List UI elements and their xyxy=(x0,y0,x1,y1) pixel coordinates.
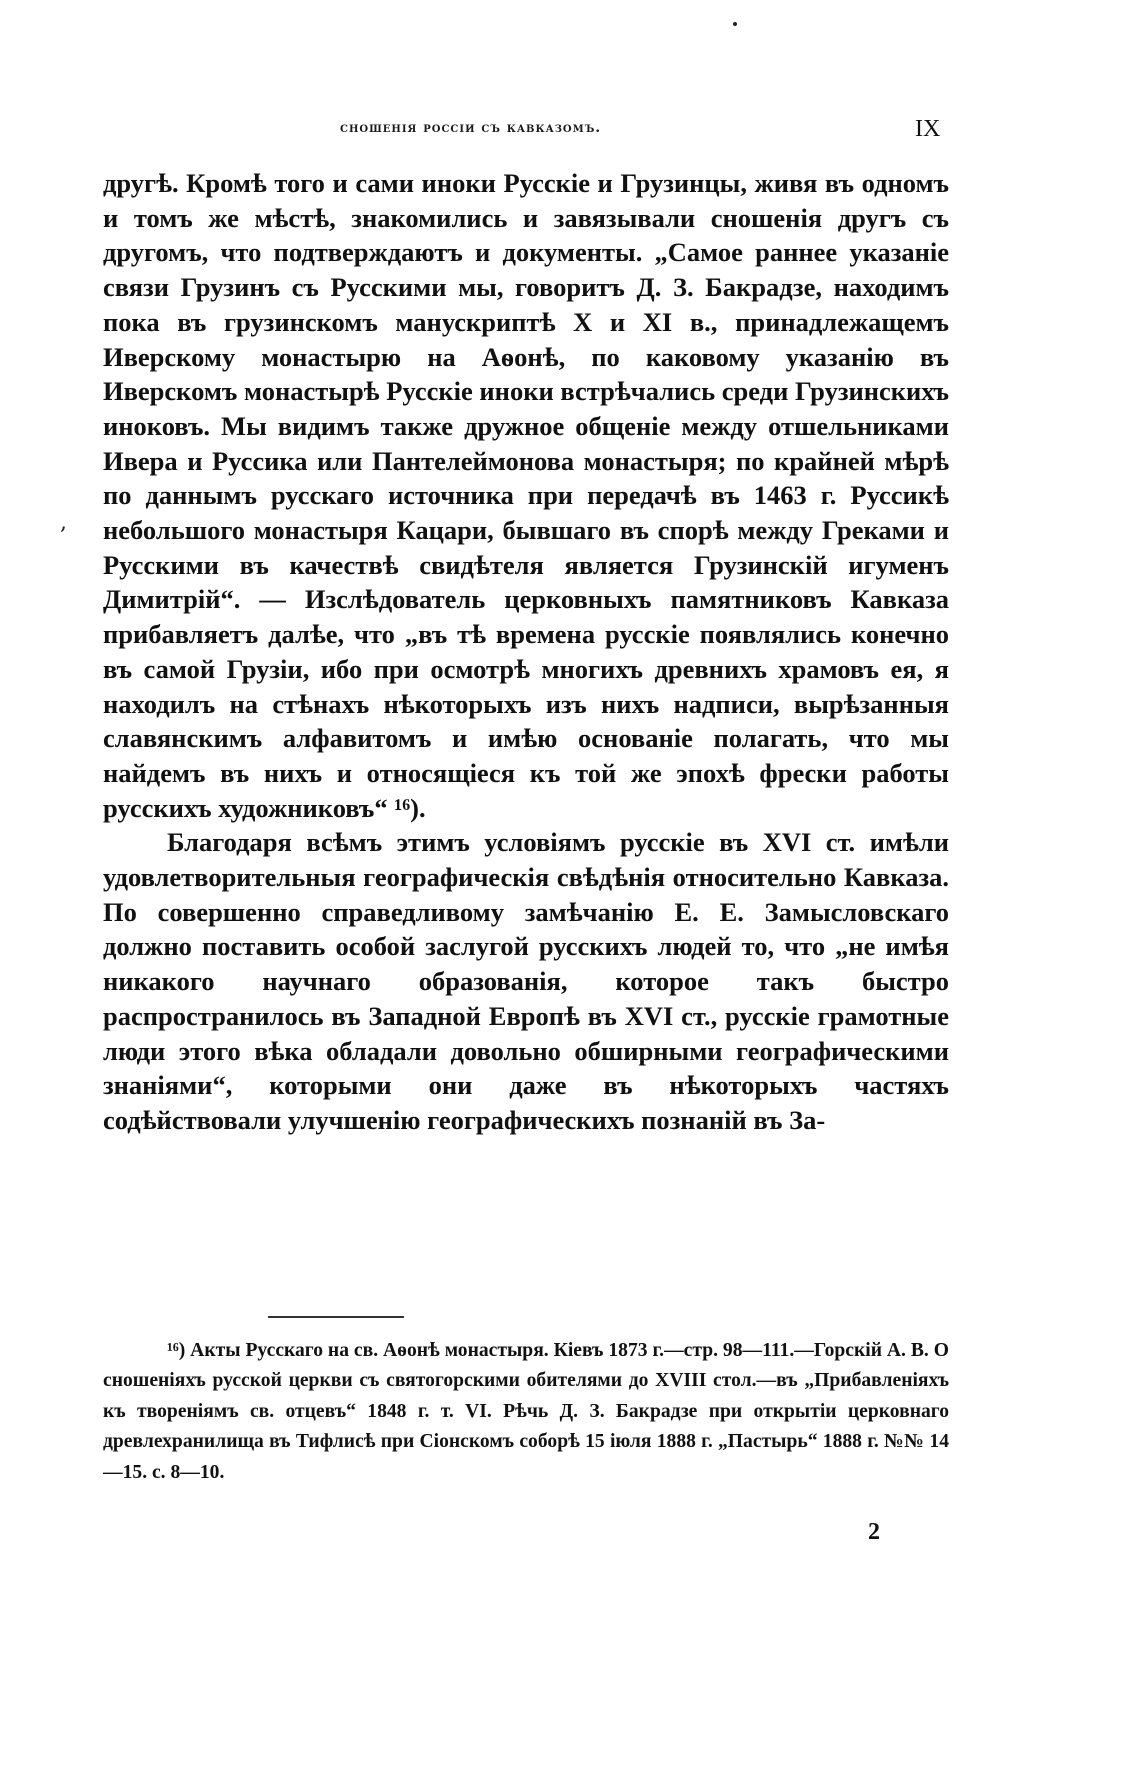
page-number: IX xyxy=(915,116,941,142)
paragraph-1: другѣ. Кромѣ того и сами иноки Русскіе и Грузинцы, живя въ одномъ и томъ же мѣстѣ, знакомились и завязывали сношенія другъ съ другомъ, что подтверждаютъ и документы. „Самое раннее указаніе связи Грузинъ съ Русскими мы, говоритъ Д. З. Бакрадзе, находимъ пока въ грузинскомъ манускриптѣ X и XI в., принадлежащемъ Иверскому монастырю на Аѳонѣ, по каковому указанію въ Иверскомъ монастырѣ Русскіе иноки встрѣчались среди Грузинскихъ иноковъ. Мы видимъ также дружное общеніе между отшельниками Ивера и Руссика или Пантелеймонова монастыря; по крайней мѣрѣ по даннымъ русскаго источника при передачѣ въ 1463 г. Руссикѣ небольшого монастыря Кацари, бывшаго въ спорѣ между Греками и Русскими въ качествѣ свидѣтеля является Грузинскій игуменъ Димитрій“. — Изслѣдователь церковныхъ памятниковъ Кавказа прибавляетъ далѣе, что „въ тѣ времена русскіе появлялись конечно въ самой Грузіи, ибо при осмотрѣ многихъ древнихъ храмовъ ея, я находилъ на стѣнахъ нѣкоторыхъ изъ нихъ надписи, вырѣзанныя славянскимъ алфавитомъ и имѣю основаніе полагать, что мы найдемъ въ нихъ и относящіеся къ той же эпохѣ фрески работы русскихъ художниковъ“ ¹⁶). xyxy=(103,168,949,823)
footnote-divider xyxy=(268,1316,404,1318)
footnote-block xyxy=(103,1336,949,1488)
main-text xyxy=(103,166,949,1138)
paragraph-2: Благодаря всѣмъ этимъ условіямъ русскіе въ XVI ст. имѣли удовлетворительныя географическія свѣдѣнія относительно Кавказа. По совершенно справедливому замѣчанію Е. Е. Замысловскаго должно поставить особой заслугой русскихъ людей то, что „не имѣя никакого научнаго образованія, которое такъ быстро распространилось въ Западной Европѣ въ XVI ст., русскіе грамотные люди этого вѣка обладали довольно обширными географическими знаніями“, которыми они даже въ нѣкоторыхъ частяхъ содѣйствовали улучшенію географическихъ познаній въ За- xyxy=(103,827,949,1135)
running-title: сношенія россіи съ кавказомъ. xyxy=(340,120,602,136)
stray-dot-mark xyxy=(733,22,737,26)
margin-mark: , xyxy=(60,510,67,535)
footnote-16: ¹⁶) Акты Русскаго на св. Аѳонѣ монастыря. Кіевъ 1873 г.—стр. 98—111.—Горскій А. В. О сношеніяхъ русской церкви съ святогорскими обителями до XVIII стол.—въ „Прибавленіяхъ къ твореніямъ св. отцевъ“ 1848 г. т. VI. Рѣчь Д. З. Бакрадзе при открытіи церковнаго древлехранилища въ Тифлисѣ при Сіонскомъ соборѣ 15 іюля 1888 г. „Пастырь“ 1888 г. №№ 14—15. с. 8—10. xyxy=(103,1340,949,1483)
signature-number: 2 xyxy=(868,1519,880,1545)
